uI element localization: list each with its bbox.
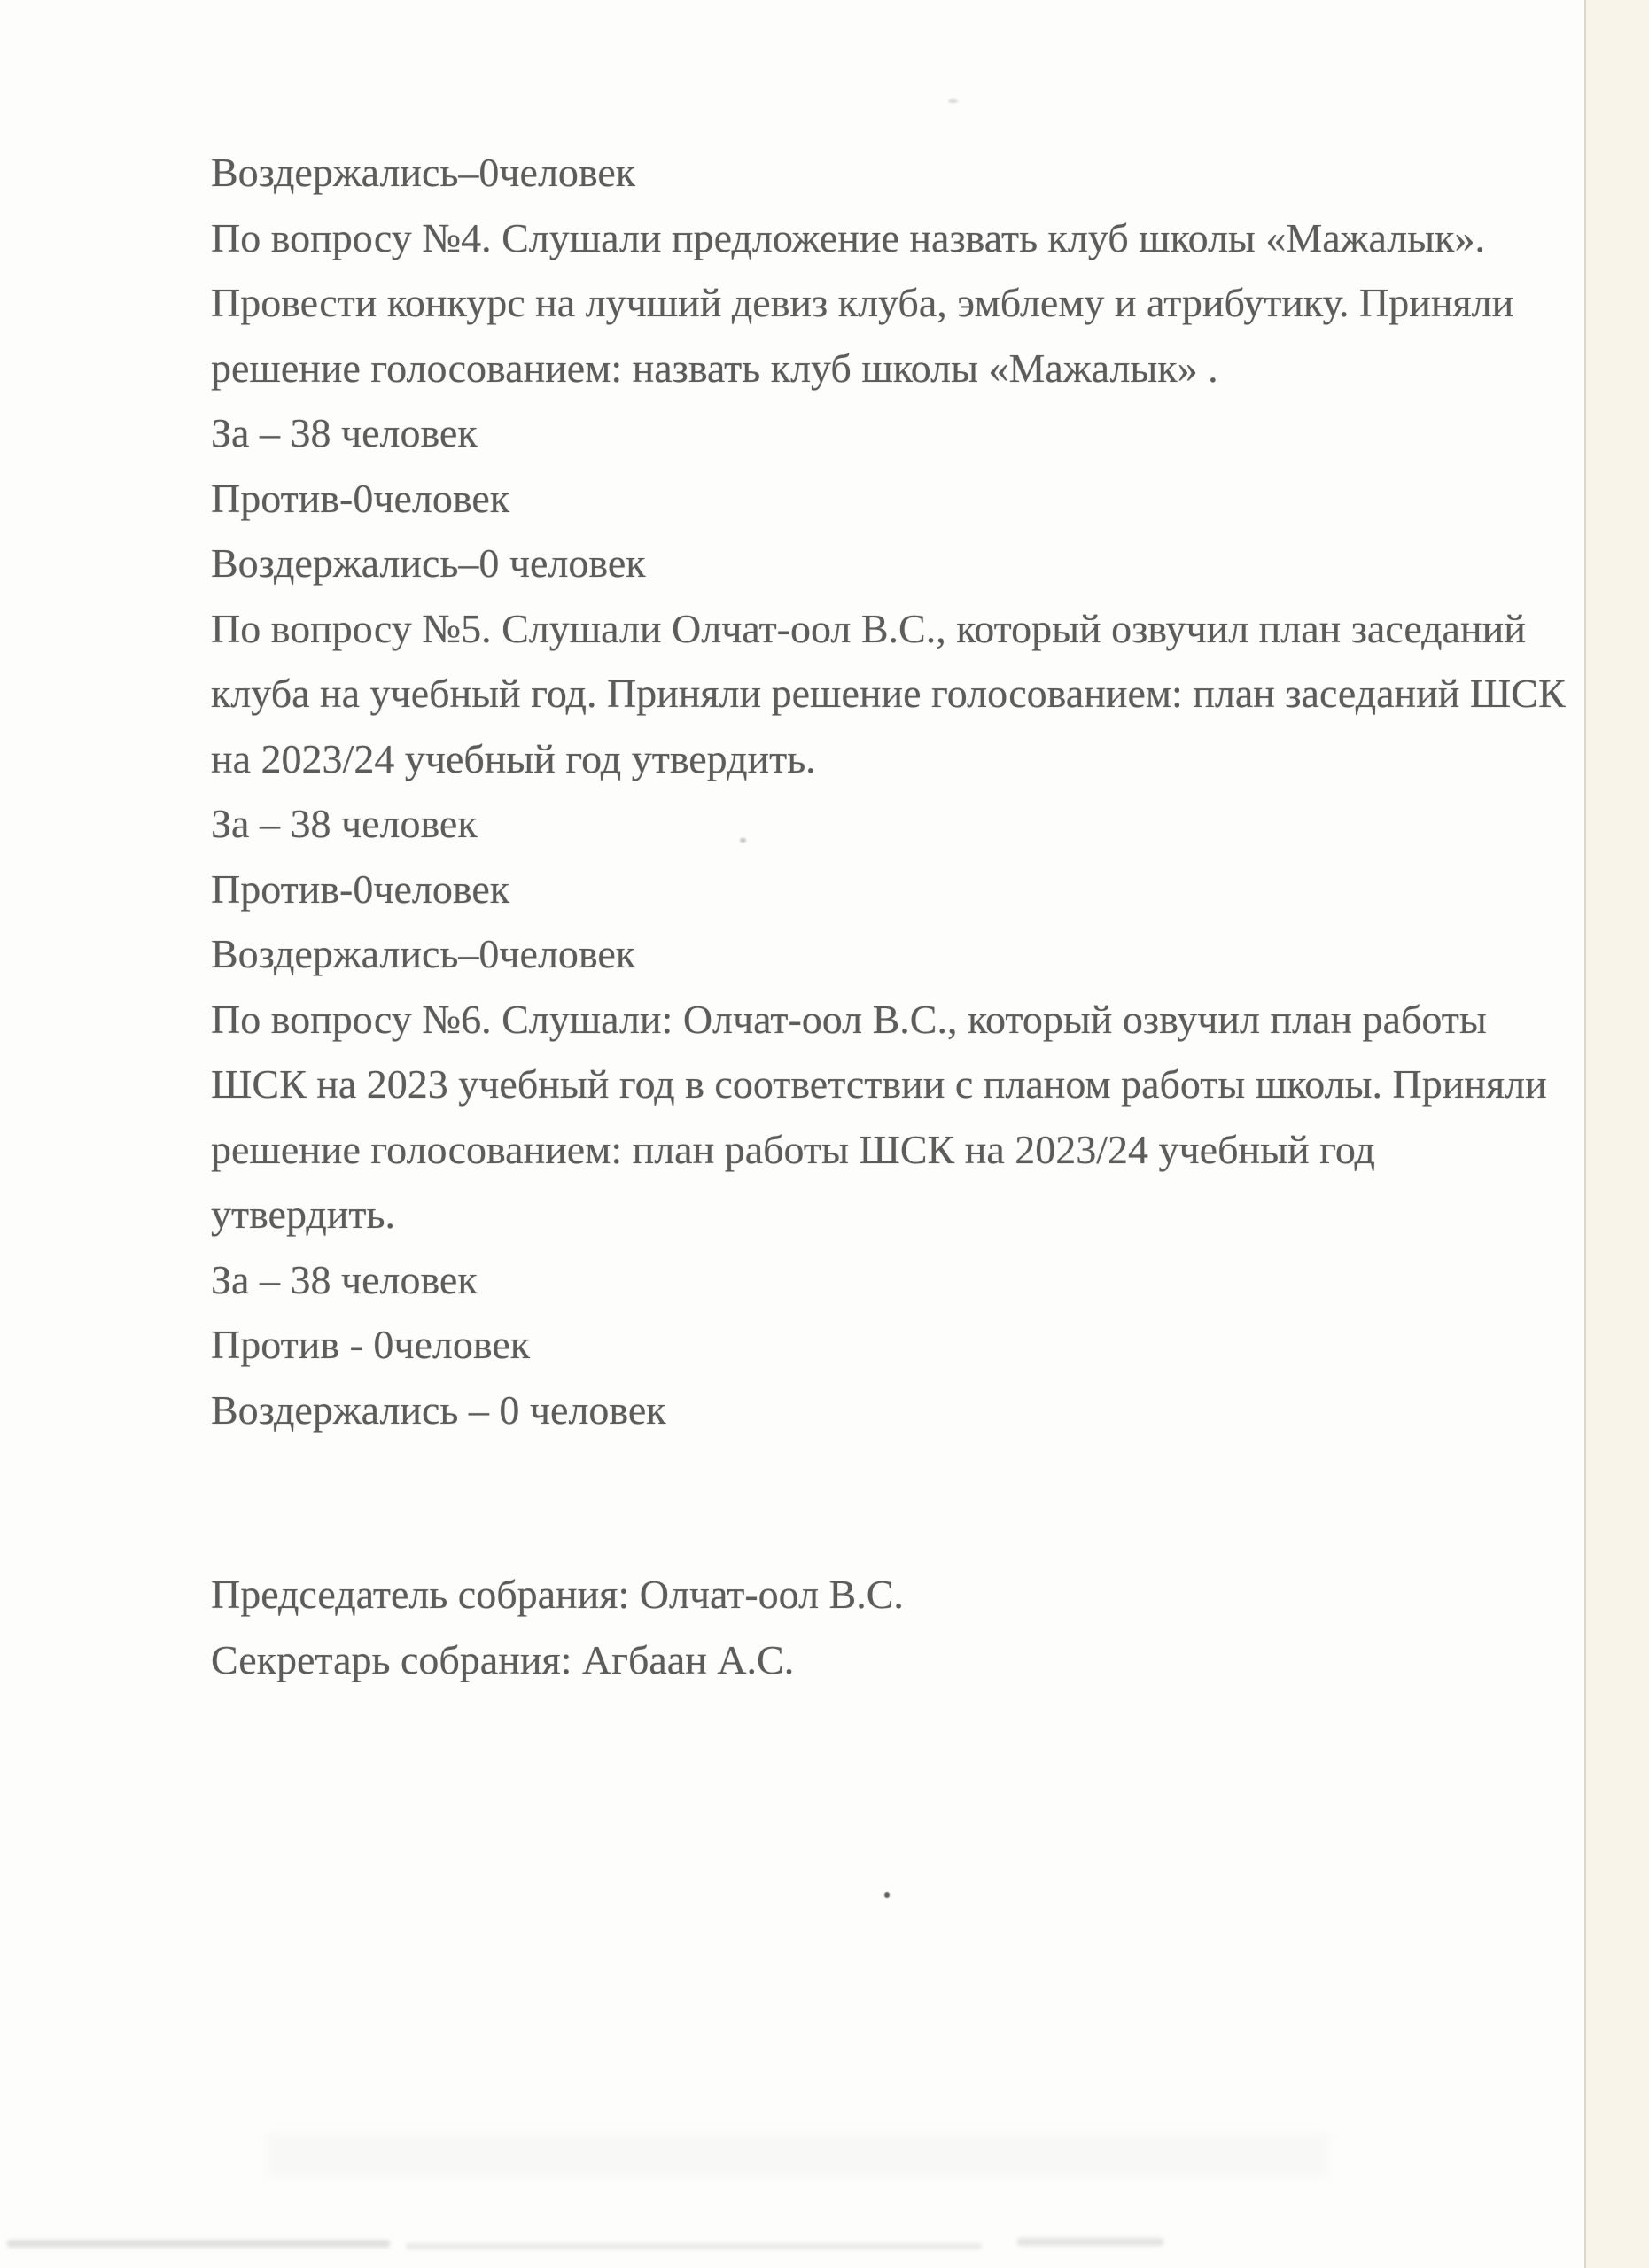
bleed-through-smudge — [7, 2240, 390, 2248]
document-line: Против-0человек — [211, 475, 510, 521]
document-line: По вопросу №5. Слушали Олчат-оол В.С., который озвучил план заседаний — [211, 605, 1526, 651]
bleed-through-smudge — [406, 2243, 982, 2249]
bleed-through-smudge — [1017, 2238, 1163, 2246]
document-line: Воздержались–0человек — [211, 931, 636, 976]
document-line: Провести конкурс на лучший девиз клуба, эмблему и атрибутику. Приняли — [211, 280, 1514, 325]
document-line: решение голосованием: план работы ШСК на 2023/24 учебный год — [211, 1126, 1375, 1172]
signature-line: Секретарь собрания: Агбаан А.С. — [211, 1636, 795, 1682]
scan-edge-strip — [1584, 0, 1649, 2268]
signature-line: Председатель собрания: Олчат-оол В.С. — [211, 1572, 904, 1617]
document-line: Против-0человек — [211, 866, 510, 912]
document-line: Воздержались–0человек — [211, 150, 636, 195]
document-line: решение голосованием: назвать клуб школы «Мажалык» . — [211, 345, 1218, 391]
document-line: на 2023/24 учебный год утвердить. — [211, 735, 816, 781]
document-line: По вопросу №6. Слушали: Олчат-оол В.С., который озвучил план работы — [211, 996, 1487, 1042]
document-line: Против - 0человек — [211, 1322, 531, 1367]
document-line: ШСК на 2023 учебный год в соответствии с планом работы школы. Приняли — [211, 1061, 1547, 1107]
document-line: За – 38 человек — [211, 410, 478, 455]
document-line: За – 38 человек — [211, 801, 478, 846]
document-line: Воздержались – 0 человек — [211, 1386, 666, 1433]
document-line: По вопросу №4. Слушали предложение назвать клуб школы «Мажалык». — [211, 214, 1485, 260]
ink-speck — [740, 838, 746, 843]
ink-speck — [884, 1892, 890, 1898]
document-line: клуба на учебный год. Приняли решение голосованием: план заседаний ШСК — [211, 671, 1566, 716]
document-body — [211, 140, 1593, 1442]
ink-speck — [948, 99, 958, 103]
document-line: утвердить. — [211, 1192, 395, 1237]
signature-block — [211, 1562, 1593, 1692]
document-line: Воздержались–0 человек — [211, 540, 646, 586]
bleed-through-smudge — [266, 2133, 1329, 2178]
document-line: За – 38 человек — [211, 1256, 478, 1302]
